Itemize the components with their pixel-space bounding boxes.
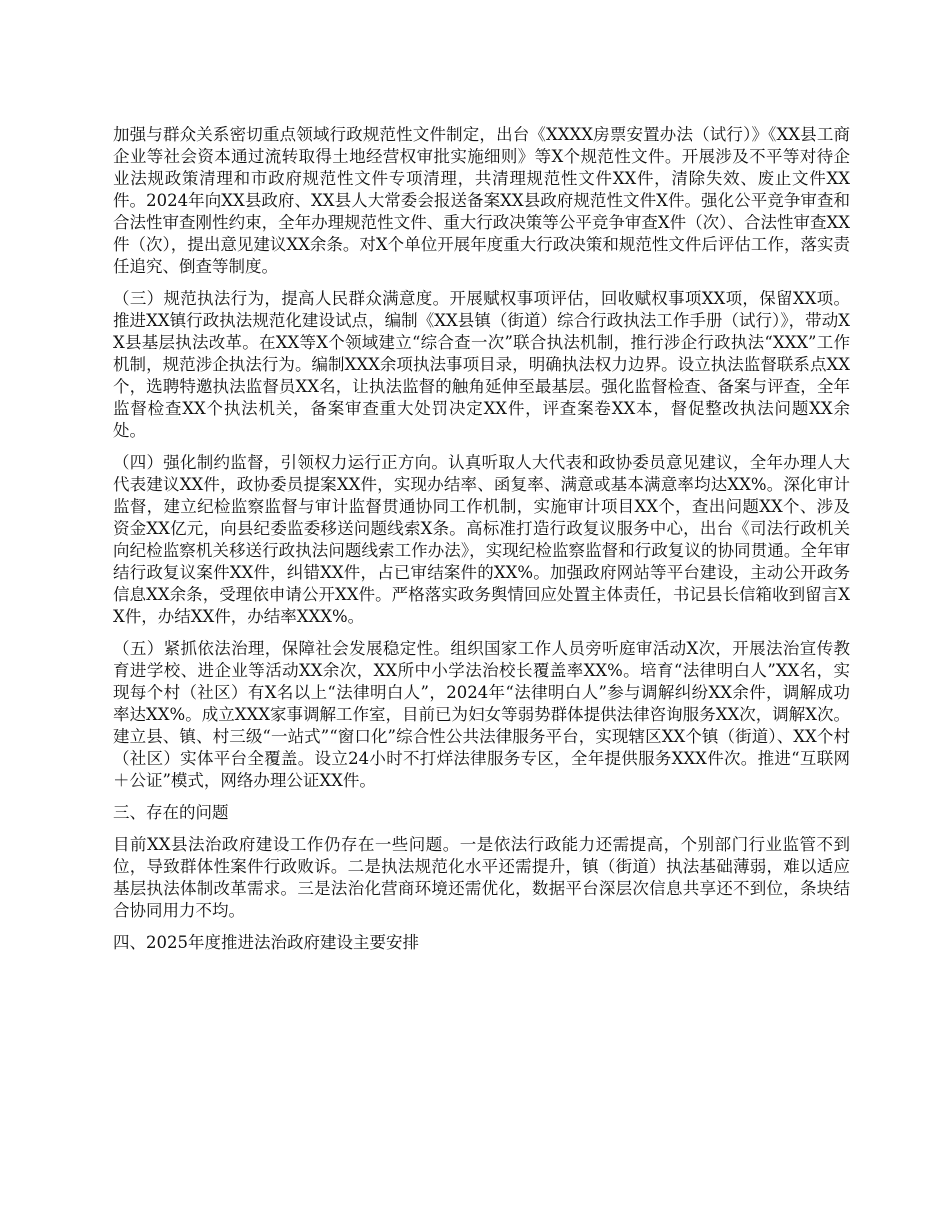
paragraph-law-enforcement: （三）规范执法行为，提高人民群众满意度。开展赋权事项评估，回收赋权事项XX项，保留XX项。推进XX镇行政执法规范化建设试点，编制《XX县镇（街道）综合行政执法工作手册（试行）》，带动XX县基层执法改革。在XX等X个领域建立“综合查一次”联合执法机制，推行涉企行政执法“XXX”工作机制，规范涉企执法行为。编制XXX余项执法事项目录，明确执法权力边界。设立执法监督联系点XX个，选聘特邀执法监督员XX名，让执法监督的触角延伸至最基层。强化监督检查、备案与评查，全年监督检查XX个执法机关，备案审查重大处罚决定XX件，评查案卷XX本，督促整改执法问题XX余处。 (113, 289, 850, 440)
paragraph-problems: 目前XX县法治政府建设工作仍存在一些问题。一是依法行政能力还需提高，个别部门行业监管不到位，导致群体性案件行政败诉。二是执法规范化水平还需提升，镇（街道）执法基础薄弱，难以适应基层执法体制改革需求。三是法治化营商环境还需优化，数据平台深层次信息共享还不到位，条块结合协同用力不均。 (113, 835, 850, 920)
paragraph-normative-documents: 加强与群众关系密切重点领域行政规范性文件制定，出台《XXXX房票安置办法（试行）》《XX县工商企业等社会资本通过流转取得土地经营权审批实施细则》等X个规范性文件。开展涉及不平等对待企业法规政策清理和市政府规范性文件专项清理，共清理规范性文件XX件，清除失效、废止文件XX件。2024年向XX县政府、XX县人大常委会报送备案XX县政府规范性文件X件。强化公平竞争审查和合法性审查刚性约束，全年办理规范性文件、重大行政决策等公平竞争审查X件（次）、合法性审查XX件（次），提出意见建议XX余条。对X个单位开展年度重大行政决策和规范性文件后评估工作，落实责任追究、倒查等制度。 (113, 125, 850, 276)
section-heading-problems: 三、存在的问题 (113, 803, 229, 822)
paragraph-rule-of-law-governance: （五）紧抓依法治理，保障社会发展稳定性。组织国家工作人员旁听庭审活动X次，开展法治宣传教育进学校、进企业等活动XX余次，XX所中小学法治校长覆盖率XX%。培育“法律明白人”XX名，实现每个村（社区）有X名以上“法律明白人”，2024年“法律明白人”参与调解纠纷XX余件，调解成功率达XX%。成立XXX家事调解工作室，目前已为妇女等弱势群体提供法律咨询服务XX次，调解X次。建立县、镇、村三级“一站式”“窗口化”综合性公共法律服务平台，实现辖区XX个镇（街道）、XX个村（社区）实体平台全覆盖。设立24小时不打烊法律服务专区，全年提供服务XXX件次。推进“互联网＋公证”模式，网络办理公证XX件。 (113, 639, 850, 790)
section-heading-2025-plans: 四、2025年度推进法治政府建设主要安排 (113, 933, 419, 952)
paragraph-supervision: （四）强化制约监督，引领权力运行正方向。认真听取人大代表和政协委员意见建议，全年办理人大代表建议XX件，政协委员提案XX件，实现办结率、函复率、满意或基本满意率均达XX%。深化审计监督，建立纪检监察监督与审计监督贯通协同工作机制，实施审计项目XX个，查出问题XX个、涉及资金XX亿元，向县纪委监委移送问题线索X条。高标准打造行政复议服务中心，出台《司法行政机关向纪检监察机关移送行政执法问题线索工作办法》，实现纪检监察监督和行政复议的协同贯通。全年审结行政复议案件XX件，纠错XX件，占已审结案件的XX%。加强政府网站等平台建设，主动公开政务信息XX余条，受理依申请公开XX件。严格落实政务舆情回应处置主体责任，书记县长信箱收到留言XX件，办结XX件，办结率XXX%。 (113, 453, 850, 626)
document-page (113, 124, 850, 964)
